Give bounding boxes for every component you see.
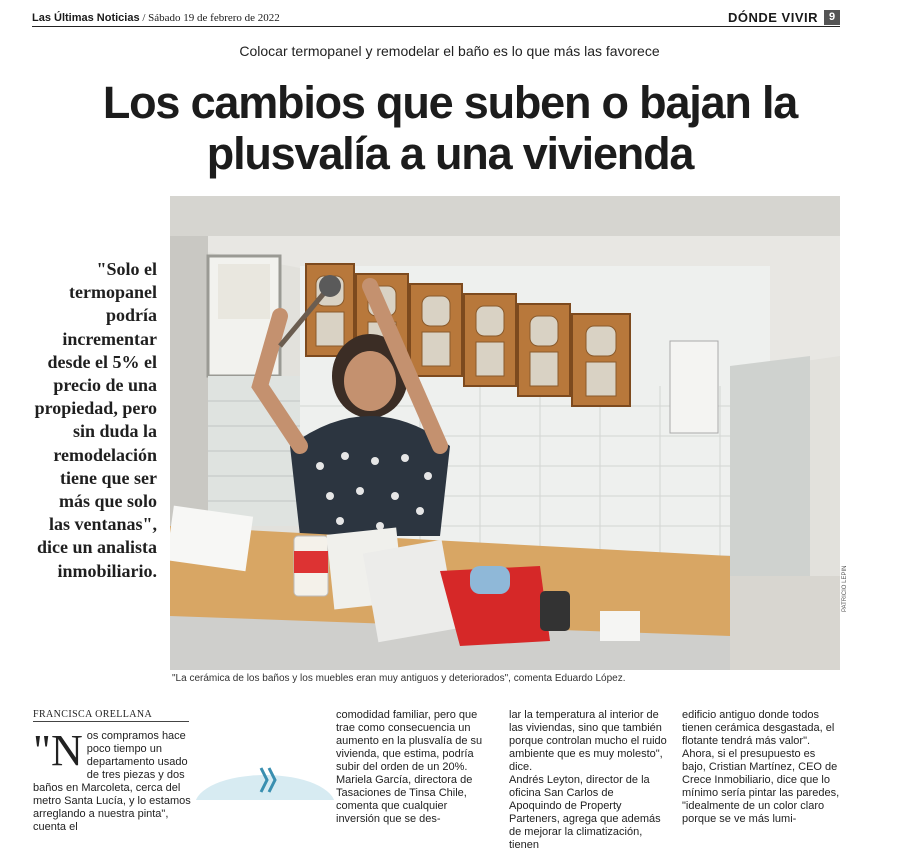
kitchen-renovation-photo <box>170 196 840 670</box>
header-rule <box>32 26 840 27</box>
pull-quote-line: incrementar <box>62 328 157 349</box>
body-column-1 <box>33 726 193 834</box>
page-number: 9 <box>824 10 840 25</box>
paragraph: os compramos hace poco tiempo un departamento usado de tres piezas y dos baños en Marcoleta, cerca del metro Santa Lucía, y lo estamos arreglando a nuestra pinta", cuenta el <box>33 730 191 833</box>
pull-quote-line: propiedad, pero <box>34 398 157 419</box>
headline-line-2: plusvalía a una vivienda <box>206 128 694 179</box>
pull-quote-line: más que solo <box>58 491 157 512</box>
decorative-graphic <box>195 760 335 800</box>
quote-graphic <box>195 760 335 800</box>
pull-quote-line: las ventanas", <box>48 514 157 535</box>
paragraph: comodidad familiar, pero que trae como consecuencia un aumento en la plusvalía de su vivienda, que estima, podría subir del orden de un 20%. <box>336 709 483 773</box>
paragraph: edificio antiguo donde todos tienen cerámica desgastada, el flotante tendrá más valor". <box>682 709 835 747</box>
pull-quote-line: sin duda la <box>72 421 157 442</box>
pull-quote-line: "Solo el <box>96 259 157 279</box>
pull-quote-line: remodelación <box>53 444 157 465</box>
pull-quote-line: dice un analista <box>36 537 157 558</box>
body-column-2 <box>336 709 494 826</box>
article-photo <box>170 196 840 670</box>
photo-caption: "La cerámica de los baños y los muebles eran muy antiguos y deteriorados", comenta Eduardo López. <box>172 673 626 684</box>
pull-quote-line: podría <box>105 305 157 326</box>
byline-rule <box>33 721 189 722</box>
pull-quote-line: tiene que ser <box>60 467 157 488</box>
page-header <box>32 9 840 27</box>
body-column-3 <box>509 709 668 852</box>
pull-quote <box>20 258 157 583</box>
paragraph: Ahora, si el presupuesto es bajo, Cristian Martínez, CEO de Crece Inmobiliario, dice que lo mínimo sería pintar las paredes, "idealmente de un color claro porque se ve más lumi- <box>682 748 840 825</box>
pull-quote-line: precio de una <box>53 375 157 396</box>
author-name: FRANCISCA ORELLANA <box>33 709 153 720</box>
kicker: Colocar termopanel y remodelar el baño es lo que más las favorece <box>239 43 660 59</box>
body-column-4 <box>682 709 840 826</box>
headline-line-1: Los cambios que suben o bajan la <box>102 77 798 128</box>
drop-cap: "N <box>33 726 83 775</box>
byline <box>33 709 189 720</box>
publication-name: Las Últimas Noticias / Sábado 19 de febrero de 2022 <box>32 12 280 24</box>
headline <box>60 77 840 179</box>
paragraph: Mariela García, directora de Tasaciones de Tinsa Chile, comenta que cualquier inversión que se des- <box>336 774 473 825</box>
section-title: DÓNDE VIVIR <box>727 10 818 25</box>
paragraph: lar la temperatura al interior de las viviendas, sino que también porque controlan mucho el ruido ambiente que es muy molesto", dice. <box>509 709 667 773</box>
pull-quote-line: termopanel <box>69 282 157 303</box>
publication-date: / Sábado 19 de febrero de 2022 <box>139 12 280 24</box>
pull-quote-line: inmobiliario. <box>57 560 157 581</box>
photo-credit: PATRICIO LEPIN <box>842 565 848 612</box>
pull-quote-line: desde el 5% el <box>47 351 157 372</box>
paragraph: Andrés Leyton, director de la oficina San Carlos de Apoquindo de Property Parteners, agrega que además de mejorar la climatización, tienen <box>509 774 661 851</box>
